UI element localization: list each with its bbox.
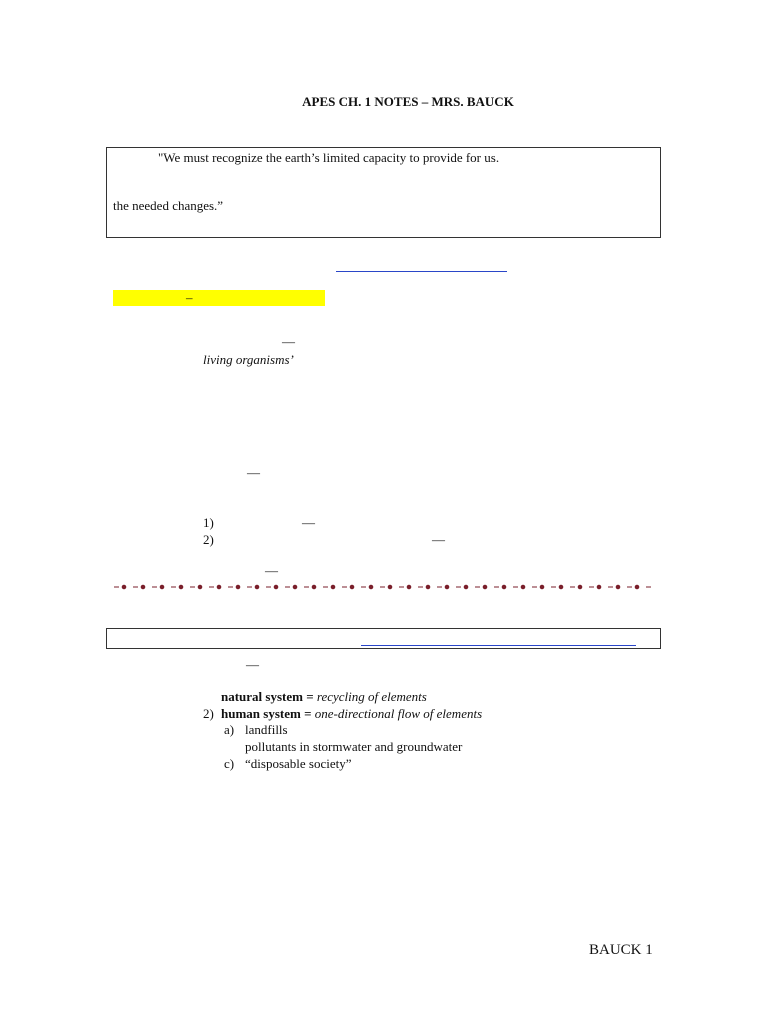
divider-dot (445, 585, 449, 589)
divider-dot (141, 585, 145, 589)
divider-dot (464, 585, 468, 589)
em-dash-5: — (265, 563, 278, 578)
hyperlink-underline-1[interactable] (336, 271, 507, 272)
human-system-line (221, 706, 482, 722)
decorative-divider (112, 582, 652, 592)
list-number-1: 1) (203, 515, 214, 530)
divider-dot (312, 585, 316, 589)
divider-dot (483, 585, 487, 589)
quote-line-2: the needed changes.” (113, 198, 224, 213)
quote-line-1: "We must recognize the earth’s limited capacity to provide for us. (158, 150, 500, 165)
em-dash-3: — (302, 515, 315, 530)
highlight-dash: – (186, 290, 193, 305)
divider-dot (597, 585, 601, 589)
divider-dot (160, 585, 164, 589)
human-system-desc: one-directional flow of elements (314, 706, 483, 721)
divider-dot (578, 585, 582, 589)
highlighted-text-band (113, 290, 325, 306)
divider-dot (540, 585, 544, 589)
disposable-society-item: “disposable society” (245, 756, 352, 771)
em-dash-2: — (247, 465, 260, 480)
natural-system-term: natural system = (221, 689, 314, 704)
living-organisms-text: living organisms’ (203, 352, 294, 367)
divider-dot (521, 585, 525, 589)
hyperlink-underline-2[interactable] (361, 645, 636, 646)
sub-letter-a: a) (224, 722, 235, 737)
divider-dot (122, 585, 126, 589)
divider-dot (502, 585, 506, 589)
divider-dot (407, 585, 411, 589)
divider-dot (369, 585, 373, 589)
divider-dot (179, 585, 183, 589)
divider-dot (559, 585, 563, 589)
natural-system-line (221, 689, 427, 705)
list-number-2: 2) (203, 532, 214, 547)
divider-dot (331, 585, 335, 589)
divider-dot (198, 585, 202, 589)
divider-dot (616, 585, 620, 589)
sub-letter-c: c) (224, 756, 235, 771)
natural-system-desc: recycling of elements (316, 689, 427, 704)
divider-dot (236, 585, 240, 589)
divider-dot (255, 585, 259, 589)
em-dash-4: — (432, 532, 445, 547)
page-footer: BAUCK 1 (589, 942, 653, 958)
divider-dot (217, 585, 221, 589)
landfills-item: landfills (245, 722, 288, 737)
list2-number-2: 2) (203, 706, 214, 721)
em-dash-1: — (282, 334, 295, 349)
divider-dot (388, 585, 392, 589)
divider-dot (293, 585, 297, 589)
divider-dot (635, 585, 639, 589)
human-system-term: human system = (221, 706, 312, 721)
em-dash-6: — (246, 657, 259, 672)
pollutants-item: pollutants in stormwater and groundwater (245, 739, 463, 754)
divider-dot (274, 585, 278, 589)
page-title: APES CH. 1 NOTES – MRS. BAUCK (302, 94, 514, 109)
divider-dot (426, 585, 430, 589)
divider-dot (350, 585, 354, 589)
